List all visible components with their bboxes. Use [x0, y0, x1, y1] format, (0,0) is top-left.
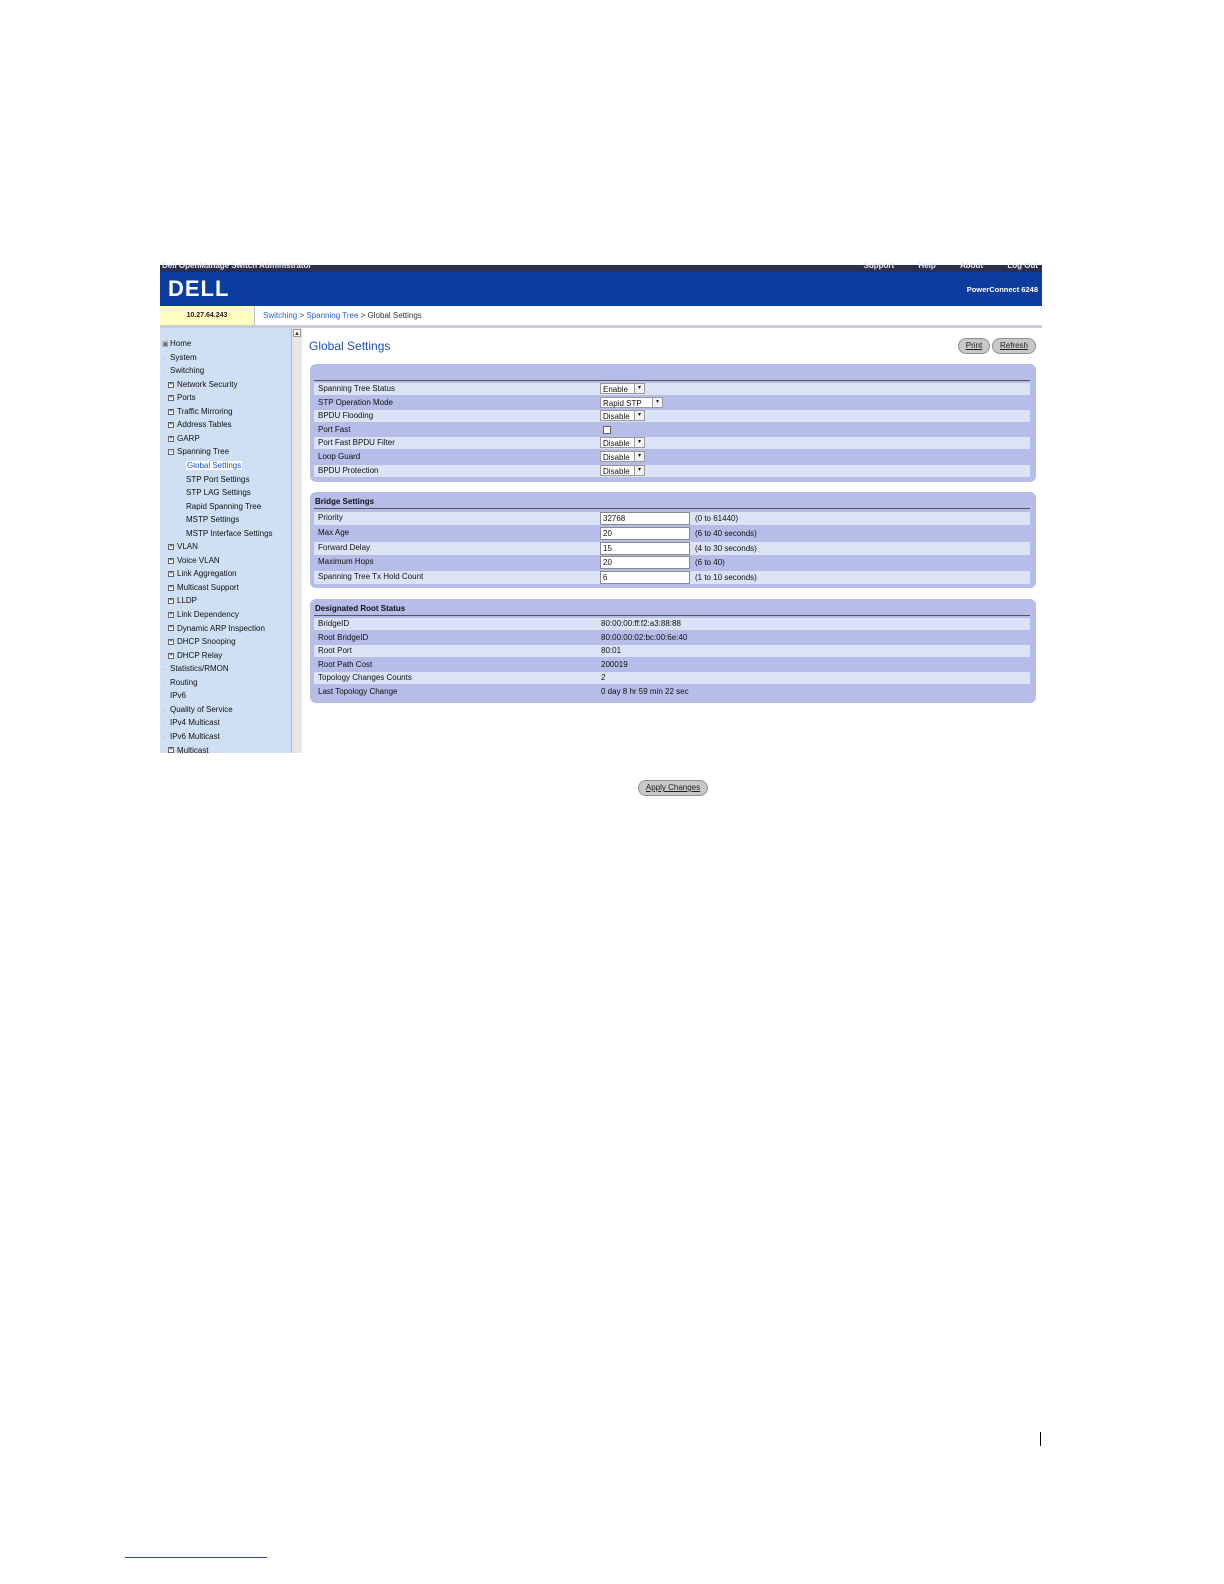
tree-line-icon: ·	[162, 706, 165, 714]
port-fast-checkbox[interactable]	[603, 426, 611, 434]
bridge-row-forward-delay	[314, 542, 1030, 555]
sidebar-item-label: STP LAG Settings	[186, 488, 251, 498]
spanning-tree-status-select[interactable]	[600, 383, 645, 394]
sidebar-item-voice-vlan[interactable]	[168, 555, 220, 567]
root-label: Root Port	[318, 646, 352, 656]
bridge-label: Priority	[318, 513, 343, 522]
bridge-settings-panel	[310, 492, 1036, 588]
root-row-bridgeid	[314, 618, 1030, 630]
root-value: 80:00:00:02:bc:00:6e:40	[601, 632, 688, 642]
select-value: Disable	[603, 453, 630, 462]
setting-row-bpdu-flooding	[314, 410, 1030, 422]
sidebar-item-label: VLAN	[177, 542, 198, 552]
setting-row-bpdu-protection	[314, 465, 1030, 477]
tree-line-icon: ·	[162, 679, 165, 687]
root-value: 0 day 8 hr 59 min 22 sec	[601, 687, 689, 696]
expand-icon[interactable]: +	[169, 381, 173, 388]
sidebar-item-mstp-interface-settings[interactable]	[186, 528, 273, 540]
sidebar-item-multicast[interactable]	[168, 745, 209, 757]
port-fast-bpdu-filter-select[interactable]	[600, 437, 645, 448]
setting-label: Port Fast	[318, 424, 351, 434]
sidebar-item-label: Multicast	[177, 745, 209, 755]
sidebar-item-label: Routing	[170, 677, 198, 687]
chevron-down-icon[interactable]: ▾	[634, 384, 644, 393]
root-label: Root Path Cost	[318, 659, 373, 669]
sidebar-item-label: Ports	[177, 393, 196, 403]
collapse-icon[interactable]: −	[169, 449, 173, 456]
sidebar-item-label: MSTP Interface Settings	[186, 528, 273, 538]
range-hint: (6 to 40 seconds)	[695, 528, 757, 538]
bridge-row-max-age	[314, 527, 1030, 540]
root-value: 2	[601, 673, 606, 683]
sidebar-item-label: STP Port Settings	[186, 474, 250, 484]
root-label: Topology Changes Counts	[318, 673, 412, 683]
select-value: Rapid STP	[603, 398, 642, 408]
designated-root-title: Designated Root Status	[315, 604, 406, 613]
root-label: BridgeID	[318, 619, 350, 628]
sidebar-item-link-dependency[interactable]	[168, 609, 239, 621]
bridge-label: Maximum Hops	[318, 557, 374, 567]
sidebar-item-label: Address Tables	[177, 420, 232, 430]
setting-row-port-fast-bpdu-filter	[314, 437, 1030, 449]
sidebar-item-label: Dynamic ARP Inspection	[177, 623, 265, 633]
sidebar-item-lldp[interactable]	[168, 595, 197, 607]
apply-changes-button[interactable]: Apply Changes	[638, 780, 708, 796]
sidebar-item-system[interactable]	[162, 352, 197, 364]
sidebar-item-ipv6[interactable]	[162, 690, 186, 702]
bpdu-flooding-select[interactable]	[600, 410, 645, 421]
root-row-root-bridgeid	[314, 632, 1030, 644]
sidebar-item-label: IPv6	[170, 691, 187, 701]
main-content	[302, 328, 1042, 792]
global-settings-panel	[310, 364, 1036, 482]
maximum-hops-input[interactable]: 20	[600, 556, 690, 569]
sidebar-item-label: Home	[170, 339, 192, 348]
root-value: 80:00:00:ff:f2:a3:88:88	[601, 619, 681, 628]
sidebar-item-label: GARP	[177, 433, 200, 443]
setting-label: Spanning Tree Status	[318, 384, 395, 393]
chevron-down-icon[interactable]: ▾	[652, 398, 662, 407]
expand-icon[interactable]: +	[169, 638, 173, 645]
info-bar	[160, 306, 1042, 328]
sidebar-item-stp-port-settings[interactable]	[186, 474, 249, 486]
logout-link[interactable]: Log Out	[1007, 261, 1038, 270]
sidebar-item-global-settings[interactable]	[186, 460, 242, 472]
bridge-settings-title: Bridge Settings	[315, 497, 375, 506]
sidebar-item-stp-lag-settings[interactable]	[186, 487, 251, 499]
root-value: 200019	[601, 659, 628, 669]
expand-icon[interactable]: +	[169, 557, 173, 564]
sidebar-item-dynamic-arp-inspection[interactable]	[168, 623, 265, 635]
sidebar-item-label: DHCP Snooping	[177, 637, 236, 647]
sidebar-item-label: Spanning Tree	[177, 447, 230, 457]
sidebar-item-label: Multicast Support	[177, 582, 239, 592]
breadcrumb	[263, 306, 422, 325]
forward-delay-input[interactable]: 15	[600, 542, 690, 555]
breadcrumb-switching[interactable]: Switching	[263, 311, 298, 320]
sidebar-item-label: Network Security	[177, 379, 238, 389]
breadcrumb-separator: >	[297, 311, 307, 320]
setting-label: STP Operation Mode	[318, 397, 394, 407]
sidebar-item-label: Quality of Service	[170, 704, 233, 714]
support-link[interactable]: Support	[863, 261, 895, 270]
about-link[interactable]: About	[960, 261, 984, 270]
sidebar-item-spanning-tree[interactable]	[168, 446, 229, 458]
sidebar-item-label: Traffic Mirroring	[177, 406, 233, 416]
tree-line-icon: ·	[162, 368, 165, 376]
footer-rule	[125, 1557, 267, 1558]
help-link[interactable]: Help	[918, 261, 936, 270]
sidebar-item-quality-of-service[interactable]	[162, 704, 233, 716]
top-bar	[160, 261, 1042, 272]
sidebar-item-label: LLDP	[177, 596, 198, 606]
sidebar-item-label: Voice VLAN	[177, 555, 220, 565]
expand-icon[interactable]: +	[169, 435, 173, 442]
sidebar-item-label: Statistics/RMON	[170, 664, 229, 674]
expand-icon[interactable]: +	[169, 544, 173, 551]
sidebar-item-label: DHCP Relay	[177, 650, 223, 660]
sidebar-item-ipv4-multicast[interactable]	[162, 717, 220, 729]
expand-icon[interactable]: +	[169, 571, 173, 578]
breadcrumb-spanning-tree[interactable]: Spanning Tree	[306, 311, 359, 320]
expand-icon[interactable]: +	[169, 652, 173, 659]
header-banner	[160, 272, 1042, 306]
scroll-up-icon[interactable]: ▲	[294, 331, 300, 337]
sidebar-item-ipv6-multicast[interactable]	[162, 731, 220, 743]
device-ip: 10.27.64.243	[160, 306, 255, 325]
chevron-down-icon[interactable]: ▾	[634, 466, 644, 475]
setting-label: Port Fast BPDU Filter	[318, 438, 395, 448]
sidebar-item-network-security[interactable]	[168, 379, 237, 391]
sidebar-item-routing[interactable]	[162, 677, 198, 689]
bridge-row-spanning-tree-tx-hold-count	[314, 571, 1030, 584]
bridge-label: Spanning Tree Tx Hold Count	[318, 572, 424, 582]
sidebar-item-ports[interactable]	[168, 392, 196, 404]
range-hint: (0 to 61440)	[695, 514, 739, 523]
sidebar-item-link-aggregation[interactable]	[168, 568, 237, 580]
breadcrumb-separator: >	[358, 311, 368, 320]
dell-logo: DELL	[168, 276, 230, 301]
tree-line-icon: ·	[162, 693, 165, 701]
setting-label: BPDU Protection	[318, 465, 379, 475]
range-hint: (1 to 10 seconds)	[695, 573, 757, 583]
sidebar-item-label: Link Dependency	[177, 610, 239, 619]
sidebar-item-address-tables[interactable]	[168, 419, 232, 431]
sidebar-item-statistics-rmon[interactable]	[162, 663, 229, 675]
page-title: Global Settings	[309, 339, 391, 353]
expand-icon[interactable]: +	[169, 747, 173, 754]
priority-input[interactable]: 32768	[600, 512, 690, 525]
sidebar-item-garp[interactable]	[168, 433, 200, 445]
expand-icon[interactable]: +	[169, 395, 173, 402]
tree-line-icon: ·	[162, 733, 165, 741]
sidebar-item-label: Link Aggregation	[177, 569, 237, 579]
chevron-down-icon[interactable]: ▾	[634, 452, 644, 461]
root-row-topology-changes-counts	[314, 672, 1030, 684]
bpdu-protection-select[interactable]	[600, 465, 645, 476]
root-row-last-topology-change	[314, 686, 1030, 698]
select-value: Disable	[603, 439, 630, 449]
sidebar-item-rapid-spanning-tree[interactable]	[186, 501, 261, 513]
range-hint: (6 to 40)	[695, 558, 725, 568]
sidebar-item-traffic-mirroring[interactable]	[168, 406, 233, 418]
root-label: Last Topology Change	[318, 687, 398, 696]
bridge-row-priority	[314, 512, 1030, 525]
tree-line-icon: ·	[162, 720, 165, 728]
sidebar-item-label: IPv6 Multicast	[170, 731, 220, 741]
designated-root-panel	[310, 599, 1036, 703]
select-value: Enable	[603, 385, 628, 394]
spanning-tree-tx-hold-count-input[interactable]: 6	[600, 571, 690, 584]
expand-icon[interactable]: +	[169, 422, 173, 429]
bridge-row-maximum-hops	[314, 556, 1030, 569]
root-row-root-path-cost	[314, 659, 1030, 671]
select-value: Disable	[603, 412, 630, 422]
sidebar-item-label: System	[170, 352, 197, 362]
sidebar-item-home[interactable]	[162, 338, 191, 350]
sidebar-item-label: Rapid Spanning Tree	[186, 501, 262, 511]
page-margin-bar	[1040, 1432, 1041, 1446]
bridge-label: Max Age	[318, 527, 350, 537]
sidebar-item-dhcp-snooping[interactable]	[168, 636, 236, 648]
sidebar-item-dhcp-relay[interactable]	[168, 650, 222, 662]
sidebar-item-switching[interactable]	[162, 365, 204, 377]
sidebar-item-label: Switching	[170, 366, 205, 376]
sidebar-item-label: Global Settings	[187, 460, 242, 470]
setting-label: Loop Guard	[318, 452, 361, 461]
sidebar-item-mstp-settings[interactable]	[186, 514, 239, 526]
setting-row-stp-operation-mode	[314, 397, 1030, 409]
setting-row-port-fast	[314, 424, 1030, 436]
root-value: 80:01	[601, 646, 622, 656]
sidebar-item-label: IPv4 Multicast	[170, 718, 220, 728]
breadcrumb-current: Global Settings	[367, 311, 422, 320]
expand-icon[interactable]: +	[169, 408, 173, 415]
max-age-input[interactable]: 20	[600, 527, 690, 540]
bridge-label: Forward Delay	[318, 542, 371, 552]
expand-icon[interactable]: +	[169, 611, 173, 618]
sidebar-item-multicast-support[interactable]	[168, 582, 239, 594]
expand-icon[interactable]: +	[169, 584, 173, 591]
setting-label: BPDU Flooding	[318, 411, 374, 421]
tree-line-icon: ·	[162, 666, 165, 674]
screenshot	[160, 261, 1042, 792]
root-row-root-port	[314, 645, 1030, 657]
sidebar-item-vlan[interactable]	[168, 541, 198, 553]
refresh-button[interactable]: Refresh	[992, 338, 1036, 354]
expand-icon[interactable]: +	[169, 598, 173, 605]
chevron-down-icon[interactable]: ▾	[634, 438, 644, 447]
app-title: Dell OpenManage Switch Administrator	[162, 261, 312, 270]
stp-operation-mode-select[interactable]	[600, 397, 663, 408]
root-label: Root BridgeID	[318, 632, 369, 642]
model-name: PowerConnect 6248	[966, 285, 1038, 294]
expand-icon[interactable]: +	[169, 625, 173, 632]
sidebar	[160, 328, 291, 753]
home-icon: ▣	[162, 341, 169, 348]
select-value: Disable	[603, 466, 630, 476]
loop-guard-select[interactable]	[600, 451, 645, 462]
tree-line-icon: ·	[162, 354, 165, 362]
range-hint: (4 to 30 seconds)	[695, 543, 757, 553]
sidebar-item-label: MSTP Settings	[186, 515, 240, 525]
setting-row-loop-guard	[314, 451, 1030, 463]
setting-row-spanning-tree-status	[314, 383, 1030, 395]
print-button[interactable]: Print	[958, 338, 990, 354]
chevron-down-icon[interactable]: ▾	[634, 411, 644, 420]
